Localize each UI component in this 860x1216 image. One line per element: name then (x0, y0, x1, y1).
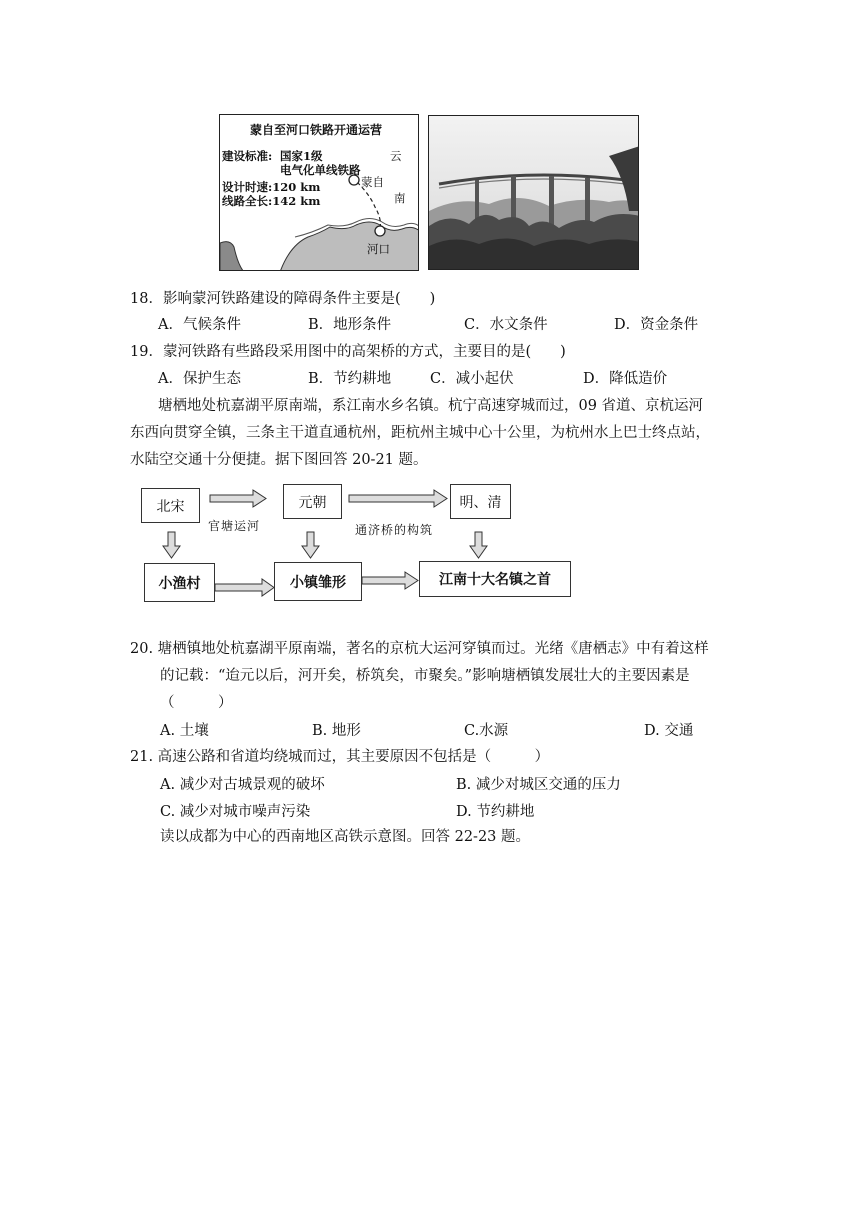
q20-stem-line-2: 的记载：“迨元以后，河开矣，桥筑矣，市聚矣。”影响塘栖镇发展壮大的主要因素是 (160, 668, 690, 684)
flow-stage-fishing-village: 小渔村 (144, 563, 215, 602)
map-city-mengzi: 蒙自 (361, 175, 384, 189)
q18-option-c: C．水文条件 (464, 317, 548, 333)
map-speed: 设计时速:120 km (222, 180, 321, 194)
map-nan: 南 (394, 191, 406, 205)
map-standard-value2: 电气化单线铁路 (280, 163, 361, 177)
q20-stem-line-1: 20. 塘栖镇地处杭嘉湖平原南端，著名的京杭大运河穿镇而过。光绪《唐栖志》中有着这样 (130, 641, 709, 657)
arrow-era2-era3 (349, 490, 447, 507)
flow-era-ming-qing: 明、清 (450, 484, 511, 519)
map-length: 线路全长:142 km (222, 194, 321, 208)
passage-line-2: 东西向贯穿全镇，三条主干道直通杭州，距杭州主城中心十公里，为杭州水上巴士终点站， (130, 425, 710, 441)
map-yun: 云 (390, 149, 402, 163)
q21-option-b: B. 减少对城区交通的压力 (456, 777, 621, 793)
map-standard-label: 建设标准: (222, 149, 273, 163)
arrow-era3-stage3 (470, 532, 487, 558)
passage-line-1: 塘栖地处杭嘉湖平原南端，系江南水乡名镇。杭宁高速穿城而过，09 省道、京杭运河 (158, 398, 704, 414)
q19-option-a: A．保护生态 (158, 371, 241, 387)
q20-option-d: D. 交通 (644, 723, 694, 739)
hekou-marker (375, 226, 385, 236)
flow-era-northern-song: 北宋 (141, 488, 200, 523)
q21-option-d: D. 节约耕地 (456, 804, 535, 820)
q19-option-c: C．减小起伏 (430, 371, 514, 387)
flow-label-bridge: 通济桥的构筑 (355, 523, 434, 537)
viaduct-photo (428, 115, 639, 270)
flow-era-yuan: 元朝 (283, 484, 342, 519)
q18-stem: 18．影响蒙河铁路建设的障碍条件主要是( ) (130, 291, 436, 307)
arrow-era2-stage2 (302, 532, 319, 558)
arrow-stage2-stage3 (362, 572, 418, 589)
arrow-era1-era2 (210, 490, 266, 507)
railway-map (219, 114, 419, 271)
closing-instruction: 读以成都为中心的西南地区高铁示意图。回答 22-23 题。 (160, 829, 531, 845)
q20-option-b: B. 地形 (312, 723, 361, 739)
map-standard-value: 国家1级 (280, 149, 323, 163)
arrow-stage1-stage2 (215, 579, 274, 596)
q21-stem: 21. 高速公路和省道均绕城而过，其主要原因不包括是（ ） (130, 749, 550, 765)
q20-option-a: A. 土壤 (160, 723, 209, 739)
map-title: 蒙自至河口铁路开通运营 (250, 123, 383, 137)
map-city-hekou: 河口 (367, 242, 390, 256)
flow-stage-town-embryo: 小镇雏形 (274, 562, 362, 601)
q18-option-b: B．地形条件 (308, 317, 392, 333)
q19-option-d: D．降低造价 (583, 371, 668, 387)
q21-option-c: C. 减少对城市噪声污染 (160, 804, 311, 820)
viaduct-drawing (429, 116, 639, 270)
q20-stem-line-3: （ ） (160, 695, 233, 711)
q18-option-a: A．气候条件 (158, 317, 241, 333)
arrow-era1-stage1 (163, 532, 180, 558)
passage-line-3: 水陆空交通十分便捷。据下图回答 20-21 题。 (130, 452, 428, 468)
flow-label-canal: 官塘运河 (208, 519, 261, 533)
q19-option-b: B．节约耕地 (308, 371, 392, 387)
q18-option-d: D．资金条件 (614, 317, 699, 333)
q20-option-c: C.水源 (464, 723, 509, 739)
q21-option-a: A. 减少对古城景观的破坏 (160, 777, 325, 793)
flow-stage-top-town: 江南十大名镇之首 (419, 561, 571, 597)
q19-stem: 19．蒙河铁路有些路段采用图中的高架桥的方式，主要目的是( ) (130, 344, 566, 360)
